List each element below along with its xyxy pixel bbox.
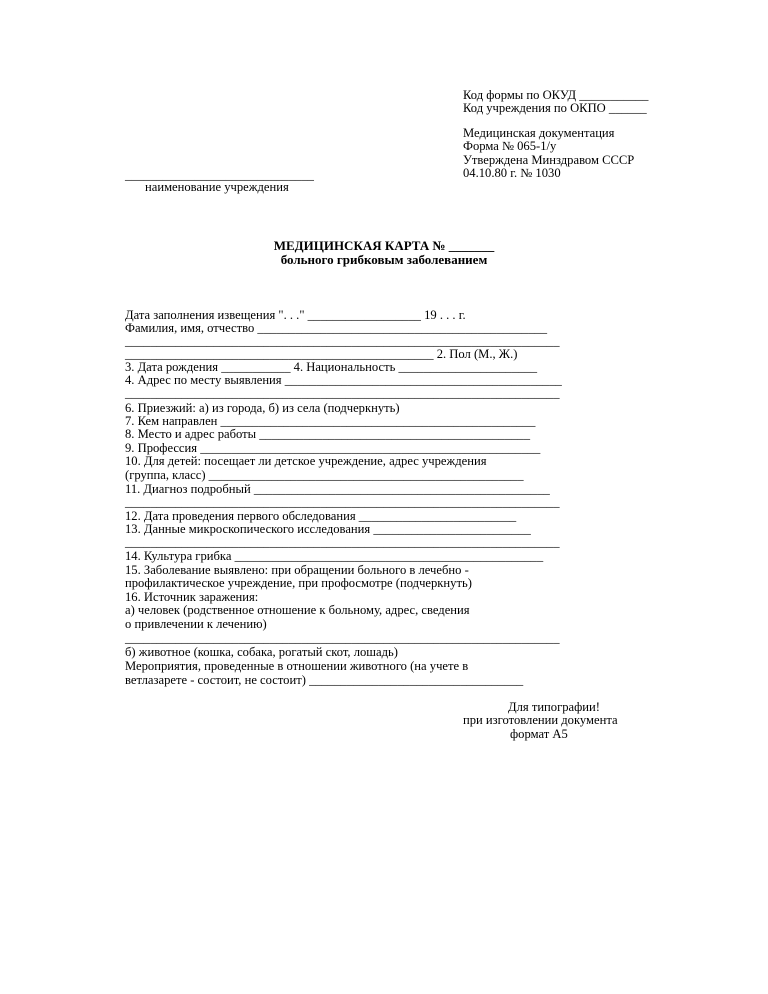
printing-note-line-3: формат А5 bbox=[510, 727, 568, 741]
notice-date-field: Дата заполнения извещения ". . ." __________________ 19 . . . г. bbox=[125, 308, 466, 322]
culture-field: 14. Культура грибка _________________________________________________ bbox=[125, 549, 544, 563]
profession-field: 9. Профессия ______________________________________________________ bbox=[125, 441, 541, 455]
work-place-field: 8. Место и адрес работы ___________________________________________ bbox=[125, 427, 531, 441]
measures-field-line-1: Мероприятия, проведенные в отношении животного (на учете в bbox=[125, 659, 469, 673]
children-field-line-2: (группа, класс) __________________________________________________ bbox=[125, 468, 524, 482]
approval-label: Утверждена Минздравом СССР bbox=[463, 153, 635, 167]
referred-by-field: 7. Кем направлен __________________________________________________ bbox=[125, 414, 536, 428]
birth-nationality-field: 3. Дата рождения ___________ 4. Национальность ______________________ bbox=[125, 360, 538, 374]
detected-field-line-2: профилактическое учреждение, при профосмотре (подчеркнуть) bbox=[125, 576, 472, 590]
institution-caption: наименование учреждения bbox=[145, 180, 289, 194]
microscopy-field: 13. Данные микроскопического исследования _________________________ bbox=[125, 522, 531, 536]
blank-line-2: _____________________________________________________________________ bbox=[125, 386, 560, 400]
arrived-field: 6. Приезжий: а) из города, б) из села (подчеркнуть) bbox=[125, 401, 400, 415]
blank-line-3: _____________________________________________________________________ bbox=[125, 495, 560, 509]
blank-line-4: _____________________________________________________________________ bbox=[125, 535, 560, 549]
printing-note-line-2: при изготовлении документа bbox=[463, 713, 618, 727]
address-field: 4. Адрес по месту выявления ____________________________________________ bbox=[125, 373, 562, 387]
animal-source-field: б) животное (кошка, собака, рогатый скот, лошадь) bbox=[125, 645, 398, 659]
children-field-line-1: 10. Для детей: посещает ли детское учреждение, адрес учреждения bbox=[125, 454, 487, 468]
detected-field-line-1: 15. Заболевание выявлено: при обращении больного в лечебно - bbox=[125, 563, 469, 577]
person-source-line-2: о привлечении к лечению) bbox=[125, 617, 267, 631]
document-title: МЕДИЦИНСКАЯ КАРТА № _______ bbox=[273, 238, 495, 253]
okpo-code-line: Код учреждения по ОКПО ______ bbox=[463, 101, 647, 115]
form-number-label: Форма № 065-1/у bbox=[463, 139, 557, 153]
full-name-field: Фамилия, имя, отчество ______________________________________________ bbox=[125, 321, 548, 335]
infection-source-label: 16. Источник заражения: bbox=[125, 590, 259, 604]
diagnosis-field: 11. Диагноз подробный _______________________________________________ bbox=[125, 482, 550, 496]
order-date-label: 04.10.80 г. № 1030 bbox=[463, 166, 561, 180]
first-exam-field: 12. Дата проведения первого обследования _________________________ bbox=[125, 509, 517, 523]
document-subtitle: больного грибковым заболеванием bbox=[280, 252, 488, 267]
printing-note-line-1: Для типографии! bbox=[508, 700, 600, 714]
blank-line-5: _____________________________________________________________________ bbox=[125, 631, 560, 645]
blank-line-1: _____________________________________________________________________ bbox=[125, 334, 560, 348]
measures-field-line-2: ветлазарете - состоит, не состоит) __________________________________ bbox=[125, 673, 524, 687]
person-source-line-1: а) человек (родственное отношение к больному, адрес, сведения bbox=[125, 603, 470, 617]
sex-field: _________________________________________________ 2. Пол (М., Ж.) bbox=[125, 347, 518, 361]
institution-blank-line: ______________________________ bbox=[125, 168, 314, 182]
okud-code-line: Код формы по ОКУД ___________ bbox=[463, 88, 649, 102]
medical-documentation-label: Медицинская документация bbox=[463, 126, 615, 140]
